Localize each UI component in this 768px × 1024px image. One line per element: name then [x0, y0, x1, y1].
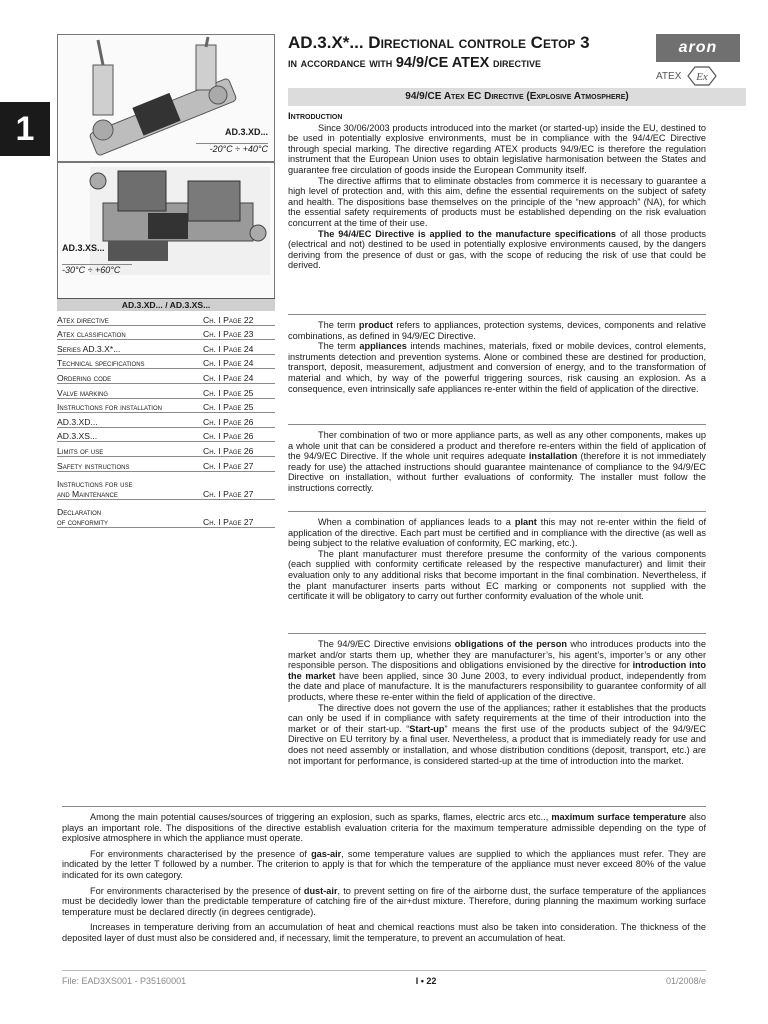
body-paragraph: Increases in temperature deriving from an accumulation of heat and chemical reactions must also be taken into consideration. The thickness of the deposited layer of dust must also be considered and, if necessary, limit the temperature, to prevent an accumulation of heat. — [62, 922, 706, 943]
contents-heading: AD.3.XD... / AD.3.XS... — [57, 298, 275, 311]
footer — [62, 976, 706, 986]
subtitle-suffix: directive — [492, 55, 541, 70]
ex-text: Ex — [696, 71, 709, 83]
intro-heading: Introduction — [288, 111, 343, 122]
aron-logo: aron — [656, 34, 740, 62]
divider — [62, 806, 706, 807]
toc-row: Safety instructions Ch. I Page 27 — [57, 457, 275, 472]
intro-section — [288, 112, 706, 271]
body-paragraph: The term appliances intends machines, materials, fixed or mobile devices, control elements, instruments detection and prevention systems. Alone or combined these are destined for production, transport, deposit, measurement, adjustment and conversion of energy, and to the transformation of material and which, by way of the powerful triggering sources, risk causing an explosion. As a consequence, even intrinsically safe appliances re-enter within the field of application of the directive. — [288, 341, 706, 394]
temperature-section — [62, 812, 706, 949]
footer-divider — [62, 970, 706, 971]
body-paragraph: The plant manufacturer must therefore presume the conformity of the various components (each supplied with conformity certificate released by the respective manufacturer) and limit their evaluation only to any additional risks that become important in the final combination. Nevertheless, if the plant manufacturer inserts parts without EC marking or components not supplied with the certificate it will be obligatory to carry out further conformity evaluation of the whole unit. — [288, 548, 706, 602]
toc-row: Atex directive Ch. I Page 22 — [57, 311, 275, 326]
chapter-tab: 1 — [0, 102, 50, 156]
footer-file: File: EAD3XS001 - P35160001 — [62, 976, 187, 986]
body-paragraph: The directive does not govern the use of the appliances; rather it establishes that the products can only be used if in compliance with safety requirements at the time of their introduction into the market or of their start-up. “Start-up” means the first use of the products subject of the 94/9/EC Directive on EU territory by a final user. Nevertheless, a product that is immediately ready for use and does not need assembly or installation, and whose distribution conditions (deposit, transport, etc.) are not important for performance, is considered started-up at the time of introduction into the market. — [288, 702, 706, 766]
photo-panel — [57, 34, 275, 300]
valve-xd-image — [58, 35, 274, 159]
divider — [288, 633, 706, 634]
toc-row: Series AD.3.X*... Ch. I Page 24 — [57, 340, 275, 355]
toc-row: Valve marking Ch. I Page 25 — [57, 384, 275, 399]
intro-paragraph: The directive affirms that to eliminate obstacles from commerce it is necessary to guarantee a high level of protection and, with this aim, define the essential requirements on the subject of safety and health. The dispositions base themselves on the principle of the “new approach” (NA), for which the essential safety requirements of products must be established depending on the risk evaluation concurrent at the time of their use. — [288, 175, 706, 228]
obligations-section — [288, 639, 706, 766]
divider — [288, 511, 706, 512]
divider — [288, 314, 706, 315]
intro-paragraph: The 94/4/EC Directive is applied to the manufacture specifications of all those products (electrical and not) destined to be used in potentially explosive environments caused, by the dangers deriving from the presence of dust or gas, with the scope of reducing the risk of use that could be derived. — [288, 228, 707, 271]
toc-row: Instructions for use and Maintenance Ch. I Page 27 — [57, 472, 275, 500]
body-paragraph: Ther combination of two or more appliance parts, as well as any other components, makes up a whole unit that can be considered a product and therefore re-enters within the field of application of the 94/9/EC Directive. If the whole unit requires adequate installation (therefore it is not immediately ready for use) the attached instructions should guarantee maintenance of compliance to the 94/9/EC Directive on installation, without further evaluations of conformity. The installer must follow the instructions correctly. — [288, 430, 706, 493]
subtitle-directive: 94/9/CE ATEX — [395, 55, 490, 71]
body-paragraph: Among the main potential causes/sources of triggering an explosion, such as sparks, flames, electric arcs etc.., maximum surface temperature also plays an important role. The dispositions of the directive establish evaluation criteria for the maximum temperature admissible depending on the type of explosive atmosphere in which the appliance must operate. — [62, 812, 706, 844]
xd-caption: AD.3.XD... — [224, 127, 268, 137]
toc-row: Atex classification Ch. I Page 23 — [57, 326, 275, 341]
intro-paragraph: Since 30/06/2003 products introduced into the market (or started-up) inside the EU, destined to be used in potentially explosive environments, must be in compliance with the 94/4/EC Directive through special marking. The directive regarding ATEX products 94/9/EC is therefore the regulation instrument that the European Union uses to obtain legislative harmonisation between the States and guarantee free circulation of goods inside the European Community itself. — [288, 122, 706, 175]
xs-caption: AD.3.XS... — [62, 243, 105, 253]
ex-hexagon-icon — [687, 66, 717, 86]
body-paragraph: For environments characterised by the presence of dust-air, to prevent setting on fire of the airborne dust, the surface temperature of the appliances must be decidedly lower than the predictable temperature of catching fire of the air+dust mixture. Therefore, during planning the maximum working surface temperature must be declared directly (in degrees centigrade). — [62, 885, 707, 917]
toc-row: AD.3.XS... Ch. I Page 26 — [57, 428, 275, 443]
product-section — [288, 320, 706, 394]
photo-xs — [57, 162, 275, 300]
subtitle-prefix: in accordance with — [288, 55, 393, 70]
toc-row: Ordering code Ch. I Page 24 — [57, 369, 275, 384]
combination-section — [288, 430, 706, 494]
page-title: AD.3.X*... Directional controle Cetop 3 — [288, 33, 590, 52]
photo-xd — [57, 34, 275, 162]
toc-row: Limits of use Ch. I Page 26 — [57, 442, 275, 457]
atex-label: ATEX — [656, 70, 682, 82]
atex-mark — [640, 64, 744, 88]
divider — [288, 424, 706, 425]
toc-row: Declaration of conformity Ch. I Page 27 — [57, 500, 275, 528]
toc-row: Instructions for installation Ch. I Page 25 — [57, 399, 275, 414]
body-paragraph: The term product refers to appliances, protection systems, devices, components and relative combinations, as defined in 94/9/EC Directive. — [288, 320, 706, 341]
toc-row: Technical specifications Ch. I Page 24 — [57, 355, 275, 370]
footer-date: 01/2008/e — [665, 976, 706, 986]
page-subtitle — [288, 55, 541, 71]
plant-section — [288, 517, 706, 602]
body-paragraph: The 94/9/EC Directive envisions obligations of the person who introduces products into the market and/or starts them up, whether they are manufacturer’s, his agent’s, importer’s or any other responsible person. The dispositions and obligations envisioned by the directive for introduction into the market have been applied, since 30 June 2003, to every individual product, independently from the date and place of manufacture. It is the manufacturers responsibility to guarantee conformity of all products, where these re-enter within the field of application of the directive. — [288, 639, 706, 702]
xs-temp-range: -30°C ÷ +60°C — [62, 264, 132, 275]
section-title: 94/9/CE Atex EC Directive (Explosive Atmosphere) — [288, 88, 746, 106]
body-paragraph: When a combination of appliances leads to a plant this may not re-enter within the field of application of the directive. Each part must be certified and in compliance with the directive (as well as being subject to the relative evaluation of conformity, EC marking, etc.). — [288, 517, 706, 549]
toc-row: AD.3.XD... Ch. I Page 26 — [57, 413, 275, 428]
xd-temp-range: -20°C ÷ +40°C — [196, 143, 268, 154]
footer-page-number: I • 22 — [415, 976, 437, 986]
contents-table — [57, 298, 275, 528]
valve-xs-image — [58, 163, 274, 297]
body-paragraph: For environments characterised by the presence of gas-air, some temperature values are supplied to which the appliances must refer. They are indicated by the letter T followed by a number. The criterion to apply is that for which the temperature of the appliance must never exceed 80% of the value indicated for its own category. — [62, 848, 706, 880]
